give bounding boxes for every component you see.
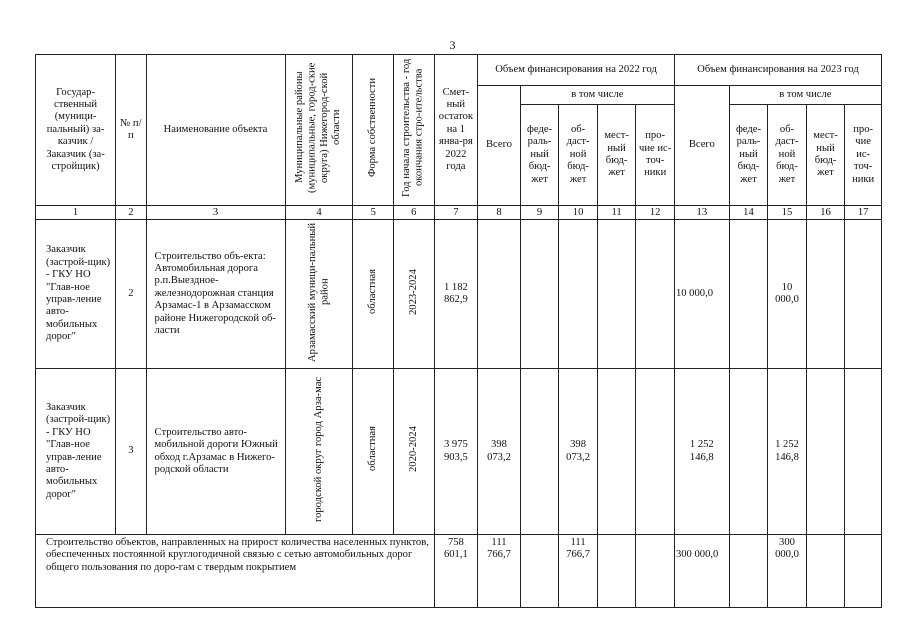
row-regional-2023: 1 252 146,8	[768, 369, 807, 535]
column-number: 16	[806, 206, 845, 220]
row-remaining: 3 975 903,5	[434, 369, 478, 535]
table-row	[36, 369, 882, 535]
row-federal-2022	[520, 369, 559, 535]
summary-row	[36, 535, 882, 608]
row-years: 2020-2024	[394, 369, 435, 535]
summary-total-2023: 300 000,0	[674, 535, 729, 608]
summary-local-2022	[597, 535, 636, 608]
header-object-name: Наименование объекта	[146, 55, 285, 206]
header-total-2023: Всего	[674, 86, 729, 206]
page-number: 3	[449, 38, 456, 52]
header-financing-2023: Объем финансирования на 2023 год	[674, 55, 881, 86]
row-local-2022	[597, 369, 636, 535]
header-ownership: Форма собственности	[353, 55, 394, 206]
column-number: 5	[353, 206, 394, 220]
summary-text: Строительство объектов, направленных на прирост количества населенных пунктов, обеспеченных постоянной круглогодичной связью с сетью автомобильных дорог общего пользования по доро-гам с твердым покрытием	[36, 535, 435, 608]
column-number: 12	[636, 206, 675, 220]
row-total-2023: 10 000,0	[674, 220, 729, 369]
header-years: Год начала строительства - год окончания стро-ительства	[394, 55, 435, 206]
header-remaining: Смет-ный остаток на 1 янва-ря 2022 года	[434, 55, 478, 206]
header-regional-2023: об-даст-ной бюд-жет	[768, 105, 807, 206]
header-local-2022: мест-ный бюд-жет	[597, 105, 636, 206]
header-total-2022: Всего	[478, 86, 521, 206]
row-total-2023: 1 252 146,8	[674, 369, 729, 535]
row-regional-2022	[559, 220, 598, 369]
row-federal-2022	[520, 220, 559, 369]
row-ownership: областная	[353, 220, 394, 369]
column-number: 6	[394, 206, 435, 220]
row-federal-2023	[729, 220, 768, 369]
column-number: 2	[116, 206, 146, 220]
header-regional-2022: об-даст-ной бюд-жет	[559, 105, 598, 206]
row-number: 3	[116, 369, 146, 535]
row-federal-2023	[729, 369, 768, 535]
header-federal-2023: феде-раль-ный бюд-жет	[729, 105, 768, 206]
summary-other-2022	[636, 535, 675, 608]
row-other-2022	[636, 220, 675, 369]
header-including-2023: в том числе	[729, 86, 881, 105]
row-customer: Заказчик (застрой-щик) - ГКУ НО "Глав-ное управ-ление авто-мобильных дорог"	[36, 220, 116, 369]
summary-total-2022: 111 766,7	[478, 535, 521, 608]
row-number: 2	[116, 220, 146, 369]
column-number: 10	[559, 206, 598, 220]
summary-regional-2023: 300 000,0	[768, 535, 807, 608]
summary-regional-2022: 111 766,7	[559, 535, 598, 608]
header-financing-2022: Объем финансирования на 2022 год	[478, 55, 675, 86]
summary-federal-2023	[729, 535, 768, 608]
header-customer: Государ-ственный (муници-пальный) за-казчик / Заказчик (за-стройщик)	[36, 55, 116, 206]
row-local-2023	[806, 369, 845, 535]
column-number: 7	[434, 206, 478, 220]
header-local-2023: мест-ный бюд-жет	[806, 105, 845, 206]
row-regional-2023: 10 000,0	[768, 220, 807, 369]
column-number: 9	[520, 206, 559, 220]
row-local-2022	[597, 220, 636, 369]
column-number-row	[36, 206, 882, 220]
summary-federal-2022	[520, 535, 559, 608]
financing-table	[35, 54, 882, 608]
column-number: 13	[674, 206, 729, 220]
header-including-2022: в том числе	[520, 86, 674, 105]
header-number: № п/п	[116, 55, 146, 206]
column-number: 15	[768, 206, 807, 220]
summary-remaining: 758 601,1	[434, 535, 478, 608]
column-number: 4	[285, 206, 353, 220]
row-local-2023	[806, 220, 845, 369]
row-total-2022: 398 073,2	[478, 369, 521, 535]
summary-local-2023	[806, 535, 845, 608]
header-federal-2022: феде-раль-ный бюд-жет	[520, 105, 559, 206]
row-remaining: 1 182 862,9	[434, 220, 478, 369]
row-other-2023	[845, 369, 882, 535]
row-other-2022	[636, 369, 675, 535]
column-number: 11	[597, 206, 636, 220]
row-other-2023	[845, 220, 882, 369]
row-ownership: областная	[353, 369, 394, 535]
row-customer: Заказчик (застрой-щик) - ГКУ НО "Глав-ное управ-ление авто-мобильных дорог"	[36, 369, 116, 535]
row-district: Арзамасский муници-пальный район	[285, 220, 353, 369]
header-other-2022: про-чие ис-точ-ники	[636, 105, 675, 206]
column-number: 3	[146, 206, 285, 220]
column-number: 8	[478, 206, 521, 220]
column-number: 1	[36, 206, 116, 220]
row-regional-2022: 398 073,2	[559, 369, 598, 535]
table-row	[36, 220, 882, 369]
row-object-name: Строительство объ-екта: Автомобильная дорога р.п.Выездное-железнодорожная станция Арзамас-1 в Арзамасском районе Нижегородской об-ласти	[146, 220, 285, 369]
summary-other-2023	[845, 535, 882, 608]
row-object-name: Строительство авто-мобильной дороги Южный обход г.Арзамас в Нижего-родской области	[146, 369, 285, 535]
row-total-2022	[478, 220, 521, 369]
row-district: городской округ город Арза-мас	[285, 369, 353, 535]
row-years: 2023-2024	[394, 220, 435, 369]
header-other-2023: про-чие ис-точ-ники	[845, 105, 882, 206]
header-districts: Муниципальные районы (муниципальные, город-ские округа) Нижегород-ской области	[285, 55, 353, 206]
column-number: 14	[729, 206, 768, 220]
column-number: 17	[845, 206, 882, 220]
